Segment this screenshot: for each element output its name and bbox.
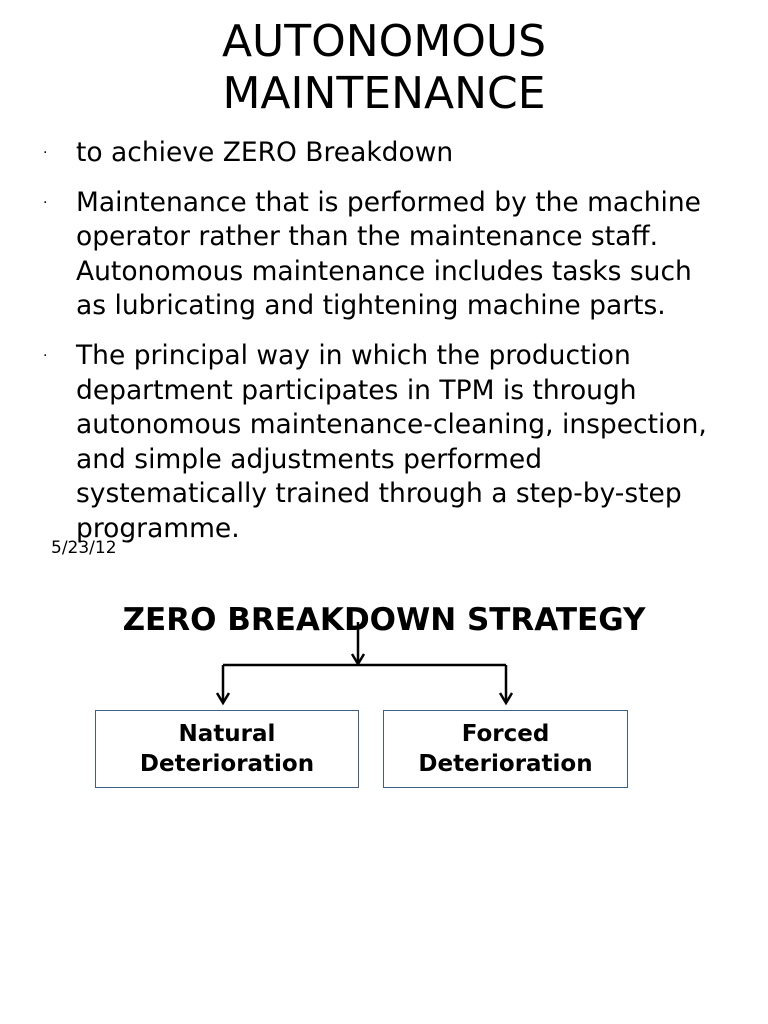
slide-date: 5/23/12 bbox=[51, 538, 117, 558]
box-label-line1: Natural bbox=[178, 721, 276, 747]
bullet-text: Maintenance that is performed by the machine operator rather than the maintenance staff. Autonomous maintenance includes tasks such as lubricating and tightening machine parts. bbox=[76, 186, 701, 322]
box-label-line2: Deterioration bbox=[139, 751, 315, 777]
bullet-dot-icon: · bbox=[43, 194, 48, 211]
bullet-text: The principal way in which the production department participates in TPM is through autonomous maintenance-cleaning, inspection, and simple adjustments performed systematically trained through a step-by-step programme. bbox=[76, 339, 707, 544]
slide-title-line2: MAINTENANCE bbox=[222, 68, 546, 119]
slide-title bbox=[0, 16, 768, 120]
strategy-diagram bbox=[0, 578, 768, 1024]
forced-deterioration-box bbox=[383, 710, 628, 788]
bullet-dot-icon: · bbox=[43, 347, 48, 364]
bullet-item bbox=[0, 339, 768, 547]
strategy-title: ZERO BREAKDOWN STRATEGY bbox=[122, 602, 646, 638]
box-label-line2: Deterioration bbox=[418, 751, 593, 777]
slide-title-line1: AUTONOMOUS bbox=[221, 16, 547, 67]
bullet-list bbox=[0, 136, 768, 562]
box-label-line1: Forced bbox=[461, 721, 550, 747]
bullet-dot-icon: · bbox=[43, 145, 48, 161]
natural-deterioration-box bbox=[95, 710, 359, 788]
bullet-text: to achieve ZERO Breakdown bbox=[76, 137, 454, 168]
bullet-item bbox=[0, 136, 768, 171]
bullet-item bbox=[0, 186, 768, 324]
